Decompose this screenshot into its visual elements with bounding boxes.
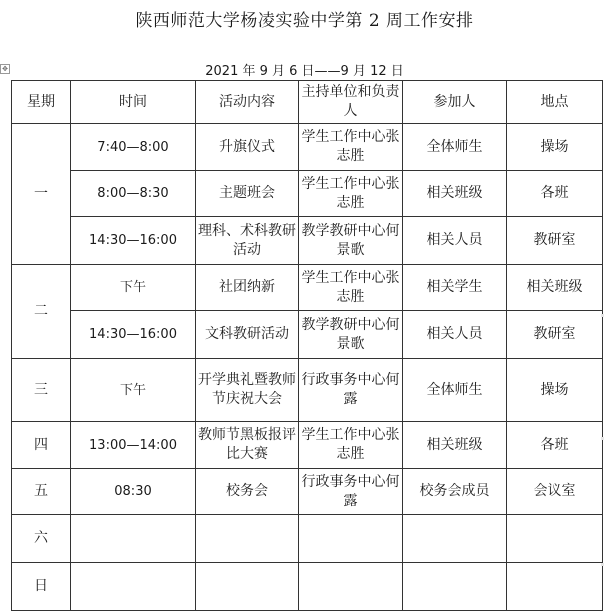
header-row: [12, 81, 603, 124]
location-cell: [507, 515, 603, 563]
header-location: 地点: [507, 81, 603, 124]
activity-cell: [196, 563, 299, 611]
time-cell: 7:40—8:00: [71, 124, 196, 171]
date-range: 2021 年 9 月 6 日——9 月 12 日: [205, 64, 404, 79]
time-cell: 下午: [71, 359, 196, 422]
location-cell: 教研室: [507, 217, 603, 265]
time-cell: 13:00—14:00: [71, 422, 196, 469]
day-cell: 四: [12, 422, 71, 469]
participants-cell: [403, 563, 507, 611]
scroll-marker: [601, 437, 604, 440]
host-cell: 教学教研中心何景歌: [299, 311, 403, 359]
activity-cell: 开学典礼暨教师节庆祝大会: [196, 359, 299, 422]
activity-cell: 主题班会: [196, 171, 299, 217]
participants-cell: [403, 515, 507, 563]
host-cell: 学生工作中心张志胜: [299, 422, 403, 469]
activity-cell: 教师节黑板报评比大赛: [196, 422, 299, 469]
day-cell: 日: [12, 563, 71, 611]
participants-cell: 相关人员: [403, 311, 507, 359]
day-cell: 二: [12, 265, 71, 359]
table-row: [12, 217, 603, 265]
header-time: 时间: [71, 81, 196, 124]
activity-cell: 文科教研活动: [196, 311, 299, 359]
day-cell: 五: [12, 469, 71, 515]
location-cell: 教研室: [507, 311, 603, 359]
participants-cell: 相关班级: [403, 422, 507, 469]
host-cell: 学生工作中心张志胜: [299, 171, 403, 217]
header-participants: 参加人: [403, 81, 507, 124]
host-cell: 教学教研中心何景歌: [299, 217, 403, 265]
table-row: [12, 469, 603, 515]
time-cell: [71, 515, 196, 563]
table-move-handle-icon[interactable]: ✥: [0, 64, 10, 74]
participants-cell: 相关学生: [403, 265, 507, 311]
activity-cell: [196, 515, 299, 563]
table-row: [12, 515, 603, 563]
activity-cell: 校务会: [196, 469, 299, 515]
time-cell: 14:30—16:00: [71, 311, 196, 359]
location-cell: 各班: [507, 171, 603, 217]
table-row: [12, 124, 603, 171]
location-cell: 相关班级: [507, 265, 603, 311]
location-cell: 会议室: [507, 469, 603, 515]
location-cell: [507, 563, 603, 611]
activity-cell: 社团纳新: [196, 265, 299, 311]
time-cell: 8:00—8:30: [71, 171, 196, 217]
schedule-table: [11, 80, 603, 611]
header-activity: 活动内容: [196, 81, 299, 124]
location-cell: 操场: [507, 124, 603, 171]
header-day: 星期: [12, 81, 71, 124]
participants-cell: 全体师生: [403, 359, 507, 422]
time-cell: 下午: [71, 265, 196, 311]
table-row: [12, 311, 603, 359]
table-row: [12, 563, 603, 611]
day-cell: 三: [12, 359, 71, 422]
scroll-marker: [601, 314, 604, 317]
location-cell: 操场: [507, 359, 603, 422]
header-host: 主持单位和负责人: [299, 81, 403, 124]
host-cell: 学生工作中心张志胜: [299, 265, 403, 311]
table-row: [12, 359, 603, 422]
table-row: [12, 422, 603, 469]
scroll-marker: [601, 563, 604, 566]
time-cell: 08:30: [71, 469, 196, 515]
day-cell: 六: [12, 515, 71, 563]
activity-cell: 理科、术科教研活动: [196, 217, 299, 265]
host-cell: 行政事务中心何露: [299, 469, 403, 515]
time-cell: 14:30—16:00: [71, 217, 196, 265]
activity-cell: 升旗仪式: [196, 124, 299, 171]
time-cell: [71, 563, 196, 611]
participants-cell: 全体师生: [403, 124, 507, 171]
table-row: [12, 265, 603, 311]
participants-cell: 相关人员: [403, 217, 507, 265]
location-cell: 各班: [507, 422, 603, 469]
table-row: [12, 171, 603, 217]
host-cell: 行政事务中心何露: [299, 359, 403, 422]
host-cell: [299, 515, 403, 563]
participants-cell: 相关班级: [403, 171, 507, 217]
document-title: 陕西师范大学杨凌实验中学第 2 周工作安排: [135, 11, 474, 31]
host-cell: [299, 563, 403, 611]
participants-cell: 校务会成员: [403, 469, 507, 515]
day-cell: 一: [12, 124, 71, 265]
host-cell: 学生工作中心张志胜: [299, 124, 403, 171]
